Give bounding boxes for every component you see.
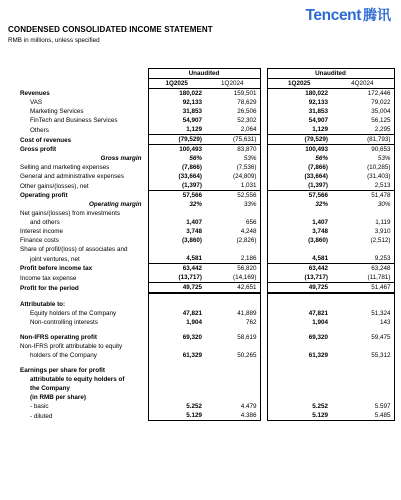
table-row [0, 125, 394, 135]
value-1q2025-b: 1,904 [267, 318, 331, 327]
row-label: Non-IFRS operating profit [20, 334, 97, 341]
table-row [0, 300, 394, 309]
row-label: - basic [30, 403, 49, 410]
value-1q2024: 42,651 [205, 283, 260, 294]
value-4q2024: (2,512) [331, 236, 394, 245]
value-1q2025-a: 92,133 [148, 98, 205, 107]
value-1q2025-a: 47,821 [148, 309, 205, 318]
col-header-2: 1Q2024 [205, 79, 260, 89]
table-row [0, 366, 394, 375]
value-1q2025-a: (33,664) [148, 172, 205, 181]
value-1q2025-b [267, 393, 331, 402]
value-1q2025-a: 1,904 [148, 318, 205, 327]
table-row [0, 273, 394, 283]
value-4q2024 [331, 393, 394, 402]
row-label: FinTech and Business Services [30, 117, 118, 124]
value-1q2025-a [148, 393, 205, 402]
value-1q2024 [205, 209, 260, 218]
value-1q2025-a: 63,442 [148, 264, 205, 274]
row-label: Equity holders of the Company [30, 310, 117, 317]
row-label: attributable to equity holders of [30, 376, 125, 383]
value-1q2024: 56,820 [205, 264, 260, 274]
row-label: Gross margin [100, 155, 142, 162]
value-1q2025-a: 49,725 [148, 283, 205, 294]
table-row [0, 375, 394, 384]
row-label: Non-controlling interests [30, 319, 98, 326]
value-1q2025-b: 5.252 [267, 402, 331, 411]
value-1q2025-b: 54,907 [267, 116, 331, 125]
table-row [0, 318, 394, 327]
table-row [0, 333, 394, 342]
value-1q2024: (75,631) [205, 135, 260, 145]
value-1q2025-b [267, 366, 331, 375]
row-label: (in RMB per share) [30, 394, 86, 401]
value-1q2025-a: 180,022 [148, 89, 205, 99]
value-1q2025-a: (13,717) [148, 273, 205, 283]
table-row [0, 283, 394, 294]
value-4q2024 [331, 366, 394, 375]
value-1q2025-a: 56% [148, 154, 205, 163]
value-1q2025-a [148, 384, 205, 393]
value-1q2025-a: 31,853 [148, 107, 205, 116]
value-4q2024: 51,467 [331, 283, 394, 294]
value-4q2024: 172,446 [331, 89, 394, 99]
value-1q2024: (2,826) [205, 236, 260, 245]
value-1q2025-b: 47,821 [267, 309, 331, 318]
value-1q2025-b: 92,133 [267, 98, 331, 107]
value-1q2024: 58,619 [205, 333, 260, 342]
value-4q2024: 63,248 [331, 264, 394, 274]
table-row [0, 209, 394, 218]
table-row [0, 191, 394, 201]
header-row-periods [0, 79, 394, 89]
value-4q2024: 2,513 [331, 181, 394, 191]
table-row [0, 384, 394, 393]
value-1q2024: (7,536) [205, 163, 260, 172]
table-row [0, 393, 394, 402]
value-1q2025-a [148, 375, 205, 384]
value-1q2024 [205, 375, 260, 384]
value-4q2024: 56,125 [331, 116, 394, 125]
value-1q2025-a: (7,866) [148, 163, 205, 172]
value-1q2025-a: 5.252 [148, 402, 205, 411]
company-logo [306, 5, 391, 25]
value-1q2024 [205, 245, 260, 254]
value-1q2025-b: 49,725 [267, 283, 331, 294]
value-1q2025-b: 1,129 [267, 125, 331, 135]
value-1q2024: 2,064 [205, 125, 260, 135]
value-1q2025-b: 3,748 [267, 227, 331, 236]
table-row [0, 342, 394, 351]
value-4q2024: (81,793) [331, 135, 394, 145]
value-1q2025-b [267, 384, 331, 393]
row-label: Others [30, 126, 49, 134]
value-4q2024: 5.485 [331, 411, 394, 421]
row-label: VAS [30, 99, 43, 106]
row-label: the Company [30, 385, 70, 392]
value-4q2024 [331, 384, 394, 393]
value-4q2024 [331, 342, 394, 351]
value-1q2025-b: (13,717) [267, 273, 331, 283]
value-1q2024: 4.386 [205, 411, 260, 421]
row-label: Interest income [20, 228, 64, 235]
value-1q2024: 52,556 [205, 191, 260, 201]
value-1q2024: (24,809) [205, 172, 260, 181]
table-row [0, 264, 394, 274]
table-row [0, 181, 394, 191]
table-row [0, 145, 394, 155]
value-4q2024: 9,253 [331, 254, 394, 264]
table-row [0, 116, 394, 125]
value-4q2024 [331, 245, 394, 254]
table-row [0, 254, 394, 264]
value-1q2024: (14,169) [205, 273, 260, 283]
value-1q2025-a: 54,907 [148, 116, 205, 125]
value-1q2025-a: 5.129 [148, 411, 205, 421]
value-1q2025-a: 3,748 [148, 227, 205, 236]
table-row [0, 98, 394, 107]
value-1q2025-b: 31,853 [267, 107, 331, 116]
value-1q2024 [205, 384, 260, 393]
header-row-unaudited [0, 69, 394, 79]
row-label: Revenues [20, 90, 50, 97]
value-1q2025-b: 57,566 [267, 191, 331, 201]
value-1q2024: 26,506 [205, 107, 260, 116]
value-4q2024: 35,004 [331, 107, 394, 116]
value-1q2025-b [267, 375, 331, 384]
value-1q2025-a [148, 366, 205, 375]
spacer-row [0, 293, 394, 300]
row-label: holders of the Company [30, 352, 97, 359]
value-4q2024: 2,295 [331, 125, 394, 135]
value-1q2025-b: (7,866) [267, 163, 331, 172]
value-1q2025-a: 1,129 [148, 125, 205, 135]
value-1q2024 [205, 366, 260, 375]
value-1q2024: 762 [205, 318, 260, 327]
value-1q2024: 4.479 [205, 402, 260, 411]
table-row [0, 218, 394, 227]
table-row [0, 89, 394, 99]
value-1q2024 [205, 342, 260, 351]
col-header-3: 1Q2025 [267, 79, 331, 89]
value-1q2024: 4,248 [205, 227, 260, 236]
unaudited-header-1: Unaudited [148, 69, 260, 79]
value-1q2025-b: (3,860) [267, 236, 331, 245]
table-row [0, 135, 394, 145]
row-label: and others [30, 219, 60, 226]
value-1q2025-b: (33,664) [267, 172, 331, 181]
row-label: - diluted [30, 412, 53, 420]
row-label: Non-IFRS profit attributable to equity [20, 343, 123, 350]
value-1q2025-b: (79,529) [267, 135, 331, 145]
value-1q2025-b: 1,407 [267, 218, 331, 227]
value-4q2024 [331, 375, 394, 384]
statement-title: CONDENSED CONSOLIDATED INCOME STATEMENT [8, 25, 213, 34]
table-row [0, 227, 394, 236]
value-1q2024: 52,302 [205, 116, 260, 125]
statement-subtitle: RMB in millions, unless specified [8, 37, 100, 44]
value-1q2025-a: 4,581 [148, 254, 205, 264]
table-row [0, 200, 394, 209]
value-1q2025-b [267, 300, 331, 309]
value-4q2024: 1,119 [331, 218, 394, 227]
value-4q2024: 79,022 [331, 98, 394, 107]
value-1q2025-a [148, 209, 205, 218]
value-1q2024: 53% [205, 154, 260, 163]
value-1q2025-a [148, 342, 205, 351]
row-label: Profit for the period [20, 285, 79, 292]
value-4q2024 [331, 209, 394, 218]
table-row [0, 172, 394, 181]
value-1q2025-b: 32% [267, 200, 331, 209]
logo-text-en: Tencent [305, 7, 361, 24]
value-1q2025-a [148, 300, 205, 309]
row-label: Cost of revenues [20, 136, 72, 144]
value-1q2025-a: 57,566 [148, 191, 205, 201]
value-4q2024: 90,653 [331, 145, 394, 155]
value-1q2024: 78,629 [205, 98, 260, 107]
value-1q2025-b: 5.129 [267, 411, 331, 421]
row-label: Operating profit [20, 192, 68, 199]
col-header-4: 4Q2024 [331, 79, 394, 89]
logo-text-cn: 腾讯 [363, 7, 391, 23]
value-4q2024: (10,285) [331, 163, 394, 172]
table-row [0, 402, 394, 411]
table-row [0, 163, 394, 172]
table-row [0, 309, 394, 318]
row-label: Net gains/(losses) from investments [20, 210, 121, 217]
row-label: Earnings per share for profit [20, 367, 106, 374]
table-row [0, 245, 394, 254]
value-4q2024: 51,478 [331, 191, 394, 201]
value-1q2025-a: 69,320 [148, 333, 205, 342]
row-label: Marketing Services [30, 108, 84, 115]
row-label: General and administrative expenses [20, 173, 124, 180]
table-row [0, 236, 394, 245]
income-statement-table [0, 68, 395, 421]
value-1q2025-b: 61,329 [267, 351, 331, 360]
value-1q2025-a: (3,860) [148, 236, 205, 245]
row-label: Attributable to: [20, 301, 66, 308]
row-label: Other gains/(losses), net [20, 182, 89, 190]
value-1q2025-a: 32% [148, 200, 205, 209]
value-4q2024: 30% [331, 200, 394, 209]
value-4q2024: 5.597 [331, 402, 394, 411]
value-1q2024 [205, 393, 260, 402]
value-1q2025-a: 1,407 [148, 218, 205, 227]
value-1q2024: 1,031 [205, 181, 260, 191]
value-4q2024: 55,312 [331, 351, 394, 360]
row-label: joint ventures, net [30, 255, 80, 263]
table-row [0, 411, 394, 421]
value-1q2025-b: 100,493 [267, 145, 331, 155]
value-4q2024: (11,781) [331, 273, 394, 283]
table-row [0, 107, 394, 116]
row-label: Profit before income tax [20, 265, 93, 272]
value-4q2024: 59,475 [331, 333, 394, 342]
row-label: Income tax expense [20, 274, 77, 282]
value-1q2025-a: (79,529) [148, 135, 205, 145]
row-label: Selling and marketing expenses [20, 164, 110, 171]
value-1q2025-a: (1,397) [148, 181, 205, 191]
value-1q2025-b: 69,320 [267, 333, 331, 342]
value-4q2024: 53% [331, 154, 394, 163]
value-1q2025-b: 56% [267, 154, 331, 163]
value-1q2025-b: (1,397) [267, 181, 331, 191]
value-1q2024: 41,889 [205, 309, 260, 318]
value-1q2024: 159,501 [205, 89, 260, 99]
value-4q2024: (31,403) [331, 172, 394, 181]
value-4q2024: 3,910 [331, 227, 394, 236]
unaudited-header-2: Unaudited [267, 69, 394, 79]
value-1q2025-b: 63,442 [267, 264, 331, 274]
row-label: Share of profit/(loss) of associates and [20, 246, 128, 253]
value-1q2024 [205, 300, 260, 309]
table-row [0, 154, 394, 163]
row-label: Operating margin [89, 201, 142, 208]
value-1q2024: 656 [205, 218, 260, 227]
col-header-1: 1Q2025 [148, 79, 205, 89]
value-1q2025-b [267, 209, 331, 218]
value-4q2024 [331, 300, 394, 309]
value-1q2025-b: 180,022 [267, 89, 331, 99]
value-1q2025-a: 100,493 [148, 145, 205, 155]
value-1q2024: 33% [205, 200, 260, 209]
value-4q2024: 51,324 [331, 309, 394, 318]
value-1q2025-a: 61,329 [148, 351, 205, 360]
value-1q2025-b [267, 342, 331, 351]
row-label: Finance costs [20, 237, 59, 244]
value-1q2025-a [148, 245, 205, 254]
value-1q2025-b [267, 245, 331, 254]
table-row [0, 351, 394, 360]
income-statement-table-wrap [0, 68, 401, 421]
value-1q2024: 50,265 [205, 351, 260, 360]
value-1q2024: 83,870 [205, 145, 260, 155]
value-4q2024: 143 [331, 318, 394, 327]
value-1q2025-b: 4,581 [267, 254, 331, 264]
value-1q2024: 2,186 [205, 254, 260, 264]
row-label: Gross profit [20, 146, 57, 153]
